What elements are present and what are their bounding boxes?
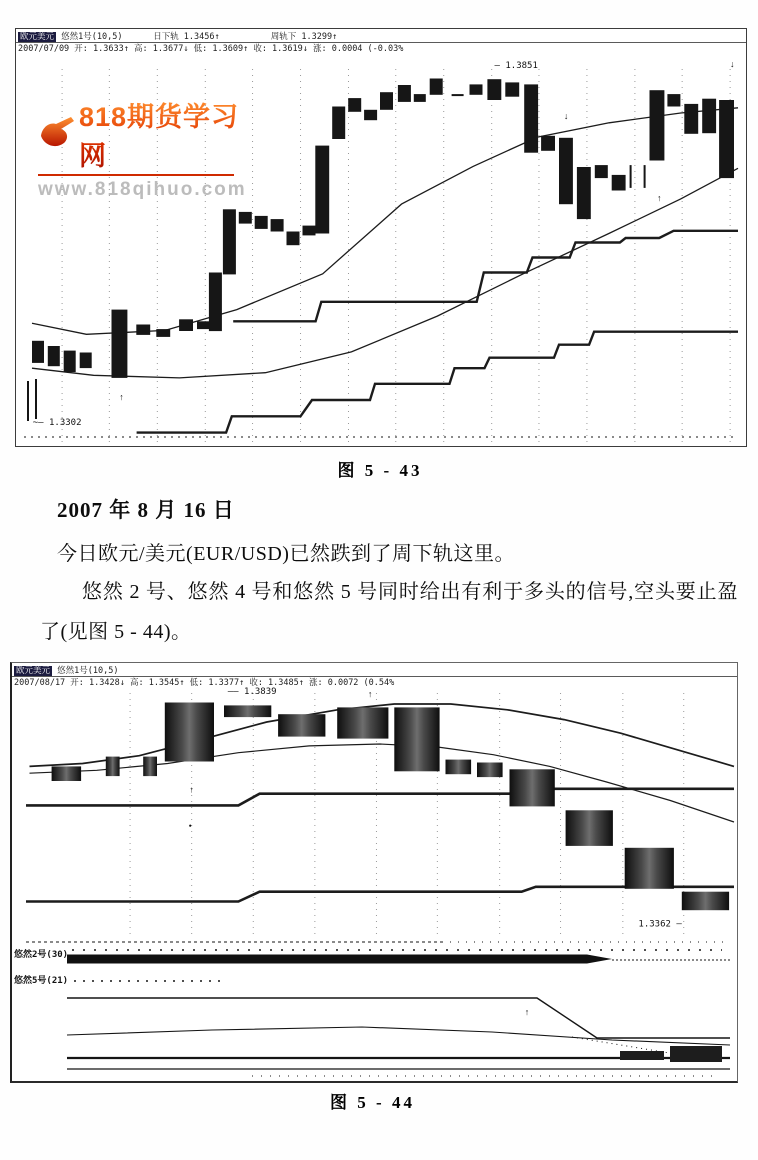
candle <box>106 757 120 777</box>
candle <box>684 104 698 134</box>
candle <box>32 341 44 363</box>
figure-43-chart-frame <box>15 28 747 447</box>
candle <box>271 219 284 231</box>
rail-values: 日下轨 1.3456↑ 周轨下 1.3299↑ <box>153 32 338 42</box>
candle <box>303 226 316 236</box>
signal-marker: ↑ <box>119 392 124 403</box>
candle <box>625 848 674 889</box>
candle <box>136 325 150 335</box>
price-annotation: —— 1.3839 <box>227 686 277 697</box>
watermark <box>38 95 248 201</box>
candle <box>650 90 665 160</box>
signal-marker: ↑ <box>189 784 194 795</box>
candle <box>179 319 193 331</box>
candle <box>156 329 170 337</box>
candle <box>430 79 443 95</box>
candle <box>80 353 92 369</box>
candle <box>394 707 439 771</box>
signal-marker: ↓ <box>563 110 569 121</box>
candle <box>165 703 214 762</box>
candle <box>348 98 361 112</box>
candle <box>398 85 411 102</box>
candle <box>380 92 393 110</box>
candle <box>595 165 608 178</box>
svg-text:↑: ↑ <box>524 1007 530 1017</box>
figure-44-ohlc-line: 2007/08/17 开: 1.3428↓ 高: 1.3545↑ 低: 1.3377↑ 收: 1.3485↑ 涨: 0.0072 (0.54% <box>14 678 395 686</box>
indicator-label: 悠然1号(10,5) <box>61 32 123 42</box>
candle <box>682 892 729 911</box>
figure-43-caption: 图 5 - 43 <box>337 461 423 480</box>
figure-44-caption: 图 5 - 44 <box>330 1093 415 1112</box>
indicator-panel-label-youran2: 悠然2号(30) <box>14 950 69 960</box>
candle <box>477 763 503 778</box>
candle <box>278 714 325 736</box>
candle <box>510 769 555 806</box>
price-annotation: 1.3362 — <box>638 919 682 930</box>
series-rail-upper <box>26 789 734 806</box>
candle <box>112 310 128 378</box>
indicator-panel-label-youran5: 悠然5号(21) <box>14 976 69 986</box>
series-rail-bottom <box>137 332 738 433</box>
candle <box>48 346 60 366</box>
candle <box>577 167 591 219</box>
symbol-badge: 欧元美元 <box>20 32 55 42</box>
candle <box>337 707 388 738</box>
candle <box>64 351 76 373</box>
indicator-label: 悠然1号(10,5) <box>57 666 119 676</box>
figure-43-ohlc-line: 2007/07/09 开: 1.3633↑ 高: 1.3677↓ 低: 1.3609↑ 收: 1.3619↓ 涨: 0.0004 (-0.03% <box>18 44 404 52</box>
figure-44-candlestick-canvas <box>12 663 737 1081</box>
price-annotation: ~— 1.3302 <box>32 418 82 429</box>
figure-43-candlestick-canvas <box>16 29 746 446</box>
candle <box>52 766 82 781</box>
article-date-heading: 2007 年 8 月 16 日 <box>57 498 235 522</box>
candle <box>644 165 646 188</box>
candle <box>702 99 716 134</box>
candle <box>255 216 268 229</box>
article-paragraph-1: 今日欧元/美元(EUR/USD)已然跌到了周下轨这里。 <box>57 543 515 565</box>
candle <box>239 212 252 224</box>
signal-marker: ↑ <box>367 689 373 700</box>
candle <box>566 810 613 846</box>
figure-44-chart-frame <box>10 662 738 1083</box>
price-annotation: — 1.3851 <box>494 60 538 71</box>
watermark-rule <box>38 174 234 176</box>
candle <box>452 94 464 96</box>
candle <box>223 209 236 274</box>
candle <box>143 757 157 777</box>
signal-marker: • <box>188 820 192 831</box>
candle <box>224 705 271 717</box>
candle <box>332 107 345 140</box>
candle <box>559 138 573 204</box>
pointing-hand-icon <box>38 116 76 153</box>
candle <box>197 321 209 329</box>
candle <box>524 84 538 152</box>
candle <box>315 146 329 234</box>
symbol-badge: 欧元美元 <box>16 666 51 676</box>
candle <box>667 94 680 106</box>
series-rail-lower <box>26 887 734 902</box>
signal-marker: ↓ <box>730 58 735 69</box>
article-paragraph-2: 悠然 2 号、悠然 4 号和悠然 5 号同时给出有利于多头的信号,空头要止盈了(见图 5 - 44)。 <box>40 581 738 643</box>
candle <box>414 94 426 102</box>
candle <box>505 82 519 96</box>
signal-marker: ↑ <box>656 192 662 203</box>
candle <box>470 84 483 94</box>
candle <box>630 165 632 188</box>
watermark-url: www.818qihuo.com <box>38 179 247 200</box>
watermark-title: 818期货学习网 <box>79 95 248 173</box>
candle <box>612 175 626 191</box>
candle <box>541 136 555 151</box>
candle <box>719 100 734 178</box>
series-rail-middle <box>233 231 738 321</box>
candle <box>487 79 501 100</box>
candle <box>446 760 472 775</box>
candle <box>209 273 222 332</box>
candle <box>364 110 377 120</box>
candle <box>287 232 300 246</box>
